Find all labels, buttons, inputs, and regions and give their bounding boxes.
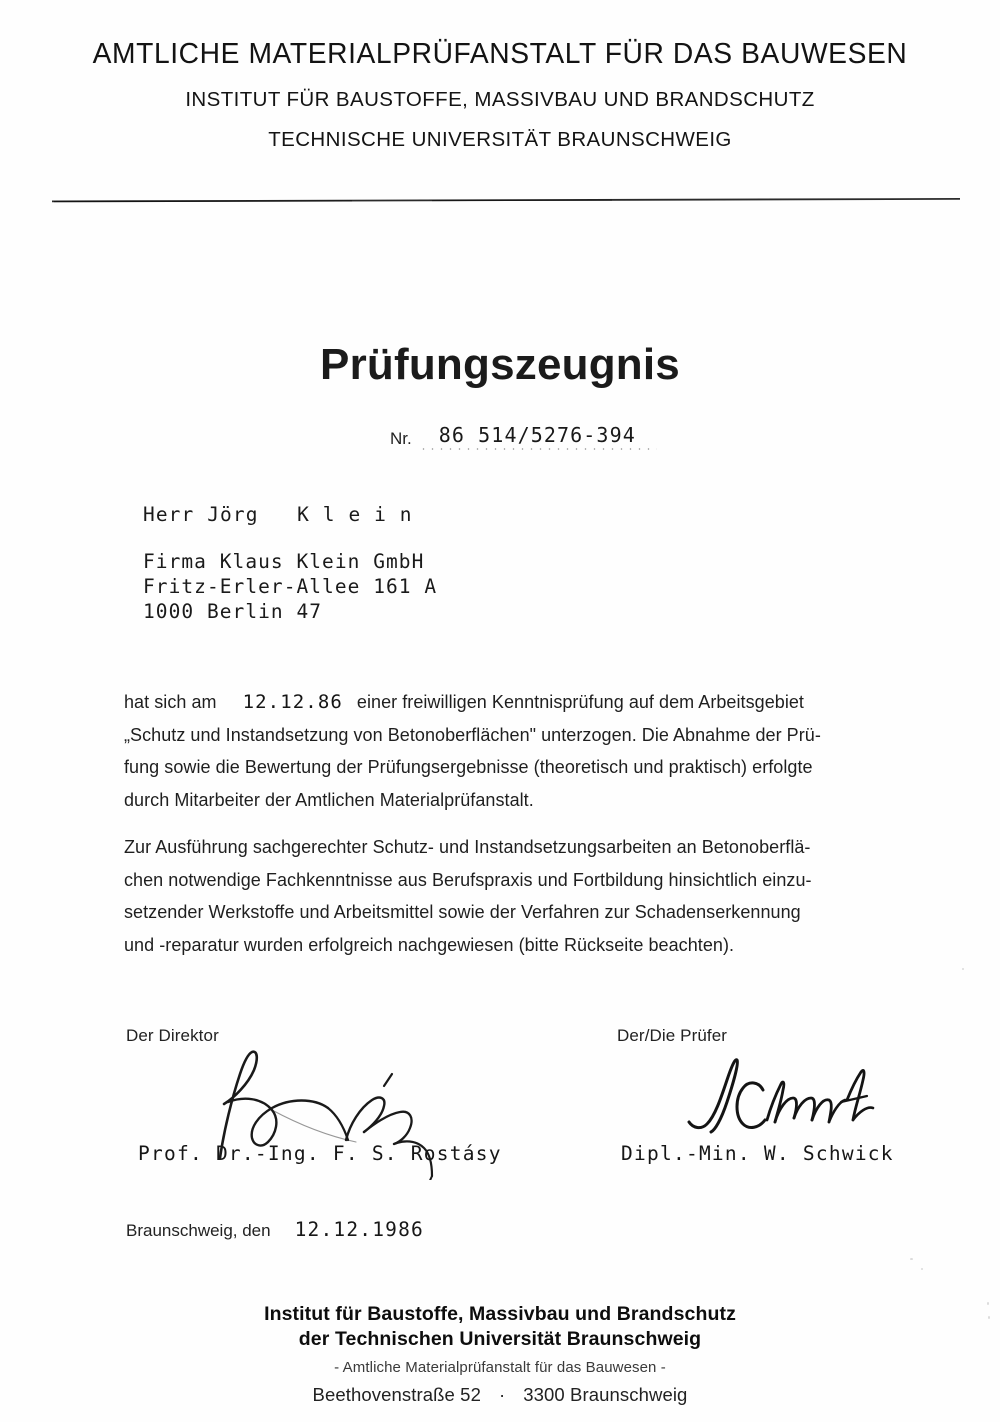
- paragraph-2-line-3: setzender Werkstoffe und Arbeitsmittel sowie der Verfahren zur Schadenserkennung: [124, 902, 801, 922]
- certificate-number-field: [419, 424, 659, 450]
- letterhead: [0, 38, 1000, 152]
- paragraph-1-line-1-rest: einer freiwilligen Kenntnisprüfung auf dem Arbeitsgebiet: [356, 692, 804, 712]
- footer-separator: ·: [498, 1384, 506, 1405]
- paragraph-1-line-1: [124, 686, 876, 719]
- recipient-name: Herr Jörg K l e i n: [143, 503, 413, 526]
- recipient-address: [143, 549, 437, 624]
- university-name: TECHNISCHE UNIVERSITÄT BRAUNSCHWEIG: [268, 128, 732, 151]
- paragraph-2-line-2: chen notwendige Fachkenntnisse aus Berufspraxis und Fortbildung hinsichtlich einzu-: [124, 869, 812, 890]
- certificate-number-value: 86 514/5276-394: [438, 423, 636, 447]
- institution-name: AMTLICHE MATERIALPRÜFANSTALT FÜR DAS BAUWESEN: [92, 38, 908, 70]
- footer-street: Beethovenstraße 52: [312, 1384, 481, 1405]
- institute-name: INSTITUT FÜR BAUSTOFFE, MASSIVBAU UND BRANDSCHUTZ: [185, 88, 815, 111]
- director-name: Prof. Dr.-Ing. F. S. Rostásy: [138, 1142, 502, 1165]
- recipient-company: Firma Klaus Klein GmbH: [143, 550, 425, 573]
- footer-institute-line-2: der Technischen Universität Braunschweig: [298, 1328, 702, 1350]
- certificate-number: [390, 424, 659, 450]
- dotted-fill-line: [419, 448, 657, 450]
- issue-date-value: 12.12.1986: [294, 1218, 424, 1241]
- examiner-role-label: Der/Die Prüfer: [617, 1026, 728, 1045]
- paragraph-1-line-2: „Schutz und Instandsetzung von Betonoberflächen" unterzogen. Die Abnahme der Prü-: [124, 724, 821, 745]
- director-role-label: Der Direktor: [126, 1026, 219, 1045]
- exam-lead-text: hat sich am: [124, 692, 217, 712]
- recipient-street: Fritz-Erler-Allee 161 A: [143, 575, 438, 598]
- scan-speckle: [910, 1258, 913, 1260]
- paragraph-1-line-3: fung sowie die Bewertung der Prüfungsergebnisse (theoretisch und praktisch) erfolgte: [124, 757, 813, 777]
- scan-speckle: [988, 1316, 990, 1319]
- footer-institute-line-1: Institut für Baustoffe, Massivbau und Brandschutz: [264, 1303, 736, 1325]
- signature-block-director: [126, 1026, 502, 1165]
- footer-address: [0, 1384, 1000, 1406]
- certificate-number-label: Nr.: [390, 429, 412, 448]
- exam-date-value: 12.12.86: [242, 691, 343, 713]
- paragraph-1-line-4: durch Mitarbeiter der Amtlichen Materialprüfanstalt.: [124, 789, 534, 810]
- examiner-signature-icon: [617, 1046, 947, 1142]
- scan-speckle: [962, 968, 964, 970]
- paragraph-2-line-4: und -reparatur wurden erfolgreich nachgewiesen (bitte Rückseite beachten).: [124, 934, 735, 955]
- body-paragraph-1: [124, 686, 876, 816]
- signature-block-examiner: [617, 1026, 947, 1165]
- footer-city: 3300 Braunschweig: [523, 1384, 688, 1405]
- footer-stamp: [0, 1302, 1000, 1406]
- scan-speckle: [921, 1268, 923, 1270]
- examiner-name: Dipl.-Min. W. Schwick: [621, 1142, 894, 1165]
- body-paragraph-2: [124, 831, 876, 961]
- issue-date-label: Braunschweig, den: [126, 1221, 271, 1240]
- recipient-city: 1000 Berlin 47: [143, 600, 323, 623]
- header-divider: [52, 198, 960, 201]
- footer-subtitle: - Amtliche Materialprüfanstalt für das Bauwesen -: [334, 1359, 666, 1376]
- page-title: Prüfungszeugnis: [320, 340, 680, 389]
- scan-speckle: [987, 1302, 989, 1305]
- issue-date: [126, 1218, 424, 1241]
- director-signature-icon: [126, 1046, 456, 1142]
- paragraph-2-line-1: Zur Ausführung sachgerechter Schutz- und Instandsetzungsarbeiten an Betonoberflä-: [124, 837, 811, 857]
